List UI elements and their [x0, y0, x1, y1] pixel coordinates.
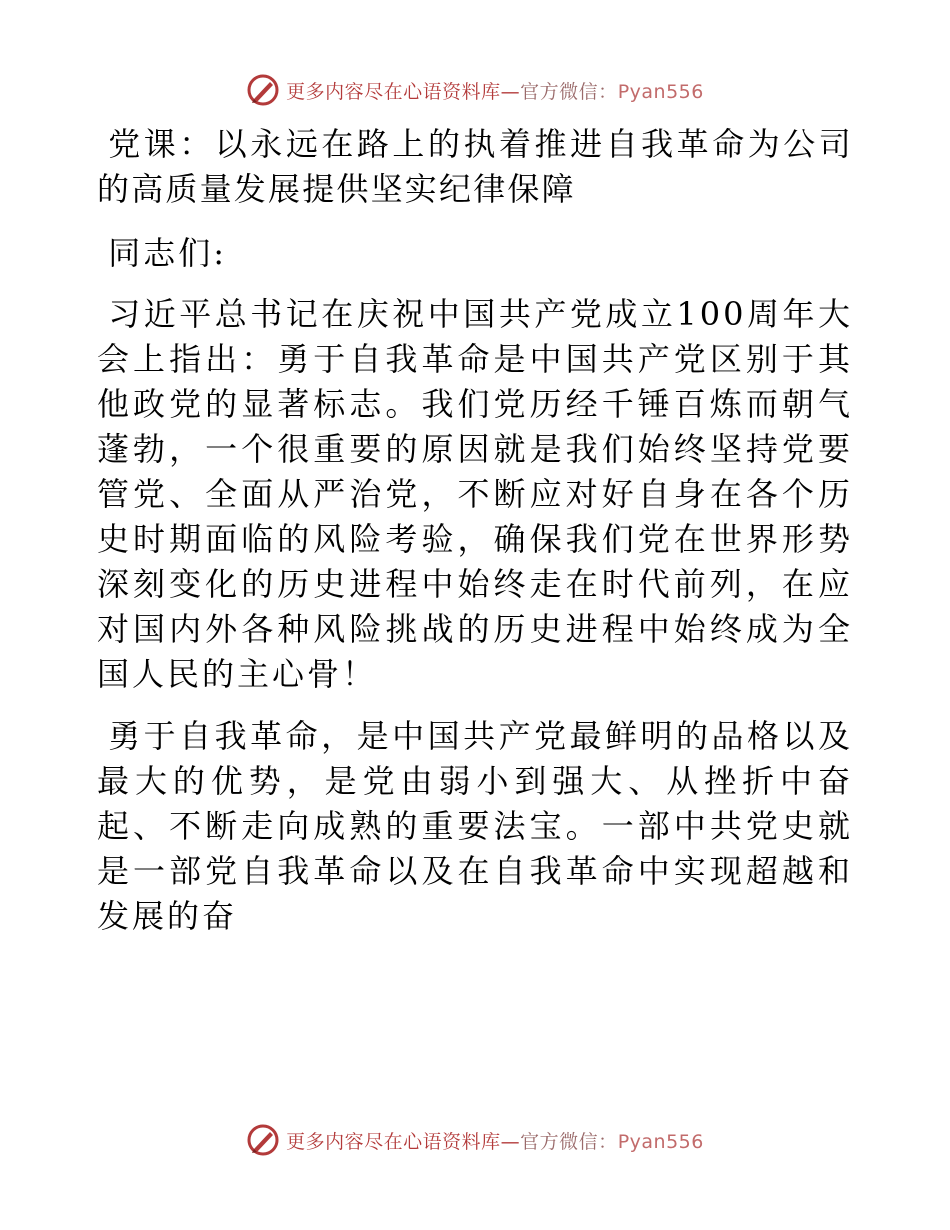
footer-watermark-banner [0, 1120, 950, 1160]
watermark-wechat-id: Pyan556 [617, 80, 704, 103]
document-body [97, 122, 853, 939]
watermark-separator: — [500, 1130, 521, 1153]
body-paragraph-2: 勇于自我革命，是中国共产党最鲜明的品格以及最大的优势，是党由弱小到强大、从挫折中奋起、不断走向成熟的重要法宝。一部中共党史就是一部党自我革命以及在自我革命中实现超越和发展的奋 [97, 717, 853, 935]
watermark-text [286, 77, 704, 104]
document-title: 党课：以永远在路上的执着推进自我革命为公司的高质量发展提供坚实纪律保障 [97, 125, 853, 208]
salutation-paragraph: 同志们: [108, 234, 227, 272]
watermark-main-text: 更多内容尽在心语资料库 [286, 80, 501, 103]
watermark-main-text: 更多内容尽在心语资料库 [286, 1130, 501, 1153]
header-watermark-banner [0, 70, 950, 110]
red-pen-circle-logo-icon [246, 73, 280, 107]
body-paragraph-1: 习近平总书记在庆祝中国共产党成立100周年大会上指出：勇于自我革命是中国共产党区别于其他政党的显著标志。我们党历经千锤百炼而朝气蓬勃，一个很重要的原因就是我们始终坚持党要管党、全面从严治党，不断应对好自身在各个历史时期面临的风险考验，确保我们党在世界形势深刻变化的历史进程中始终走在时代前列，在应对国内外各种风险挑战的历史进程中始终成为全国人民的主心骨！ [97, 295, 853, 693]
watermark-official-label: 官方微信： [520, 1130, 618, 1153]
watermark-official-label: 官方微信： [520, 80, 618, 103]
watermark-separator: — [500, 80, 521, 103]
watermark-text [286, 1127, 704, 1154]
watermark-wechat-id: Pyan556 [617, 1130, 704, 1153]
red-pen-circle-logo-icon [246, 1123, 280, 1157]
